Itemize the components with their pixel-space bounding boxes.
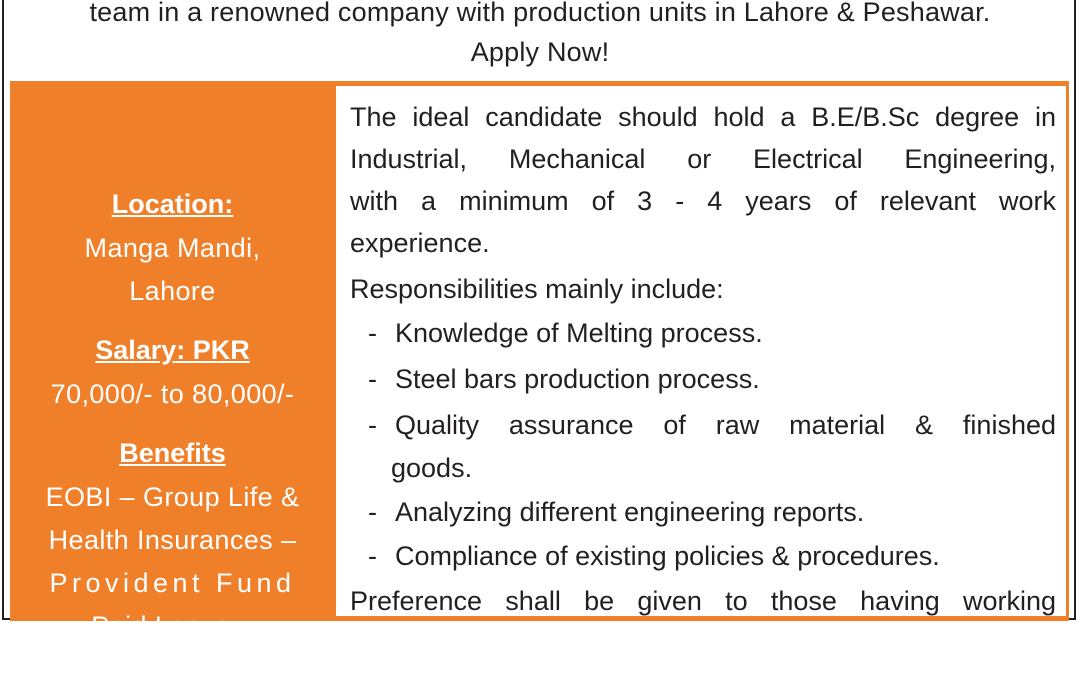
candidate-line-3: with a minimum of 3 - 4 years of relevant work: [350, 186, 1056, 216]
bullet-dash: -: [368, 497, 377, 527]
benefits-line-2: Health Insurances –: [48, 525, 297, 555]
benefits-line-1: EOBI – Group Life &: [45, 482, 300, 512]
candidate-line-4: experience.: [350, 228, 490, 258]
preference-line: Preference shall be given to those having working: [350, 586, 1056, 616]
benefits-line-3: Provident Fund: [49, 568, 296, 598]
job-description-panel: [336, 86, 1066, 616]
benefits-line-5: Accommodation: [73, 654, 272, 684]
intro-line-1: team in a renowned company with production units in Lahore & Peshawar.: [89, 0, 991, 27]
responsibility-item: Analyzing different engineering reports.: [395, 497, 865, 527]
job-summary-sidebar: [10, 81, 335, 684]
responsibility-item: Knowledge of Melting process.: [395, 318, 763, 348]
bullet-dash: -: [368, 410, 377, 440]
responsibility-item: Steel bars production process.: [395, 364, 760, 394]
location-heading: Location:: [111, 189, 234, 219]
candidate-line-1: The ideal candidate should hold a B.E/B.Sc degree in: [350, 102, 1056, 132]
responsibilities-heading: Responsibilities mainly include:: [350, 274, 724, 304]
apply-now-text: Apply Now!: [470, 37, 610, 67]
bullet-dash: -: [368, 541, 377, 571]
responsibility-item-continued: goods.: [391, 453, 473, 483]
responsibility-item: Compliance of existing policies & procedures.: [395, 541, 940, 571]
salary-value: 70,000/- to 80,000/-: [50, 379, 295, 409]
salary-heading: Salary: PKR: [95, 335, 250, 365]
responsibility-item: Quality assurance of raw material & finished: [395, 410, 1056, 440]
candidate-line-2: Industrial, Mechanical or Electrical Engineering,: [350, 144, 1056, 174]
location-line-2: Lahore: [129, 276, 216, 306]
bullet-dash: -: [368, 318, 377, 348]
location-line-1: Manga Mandi,: [84, 233, 261, 263]
benefits-heading: Benefits: [119, 438, 226, 468]
benefits-line-4: Paid Leave –: [91, 611, 254, 641]
bullet-dash: -: [368, 364, 377, 394]
